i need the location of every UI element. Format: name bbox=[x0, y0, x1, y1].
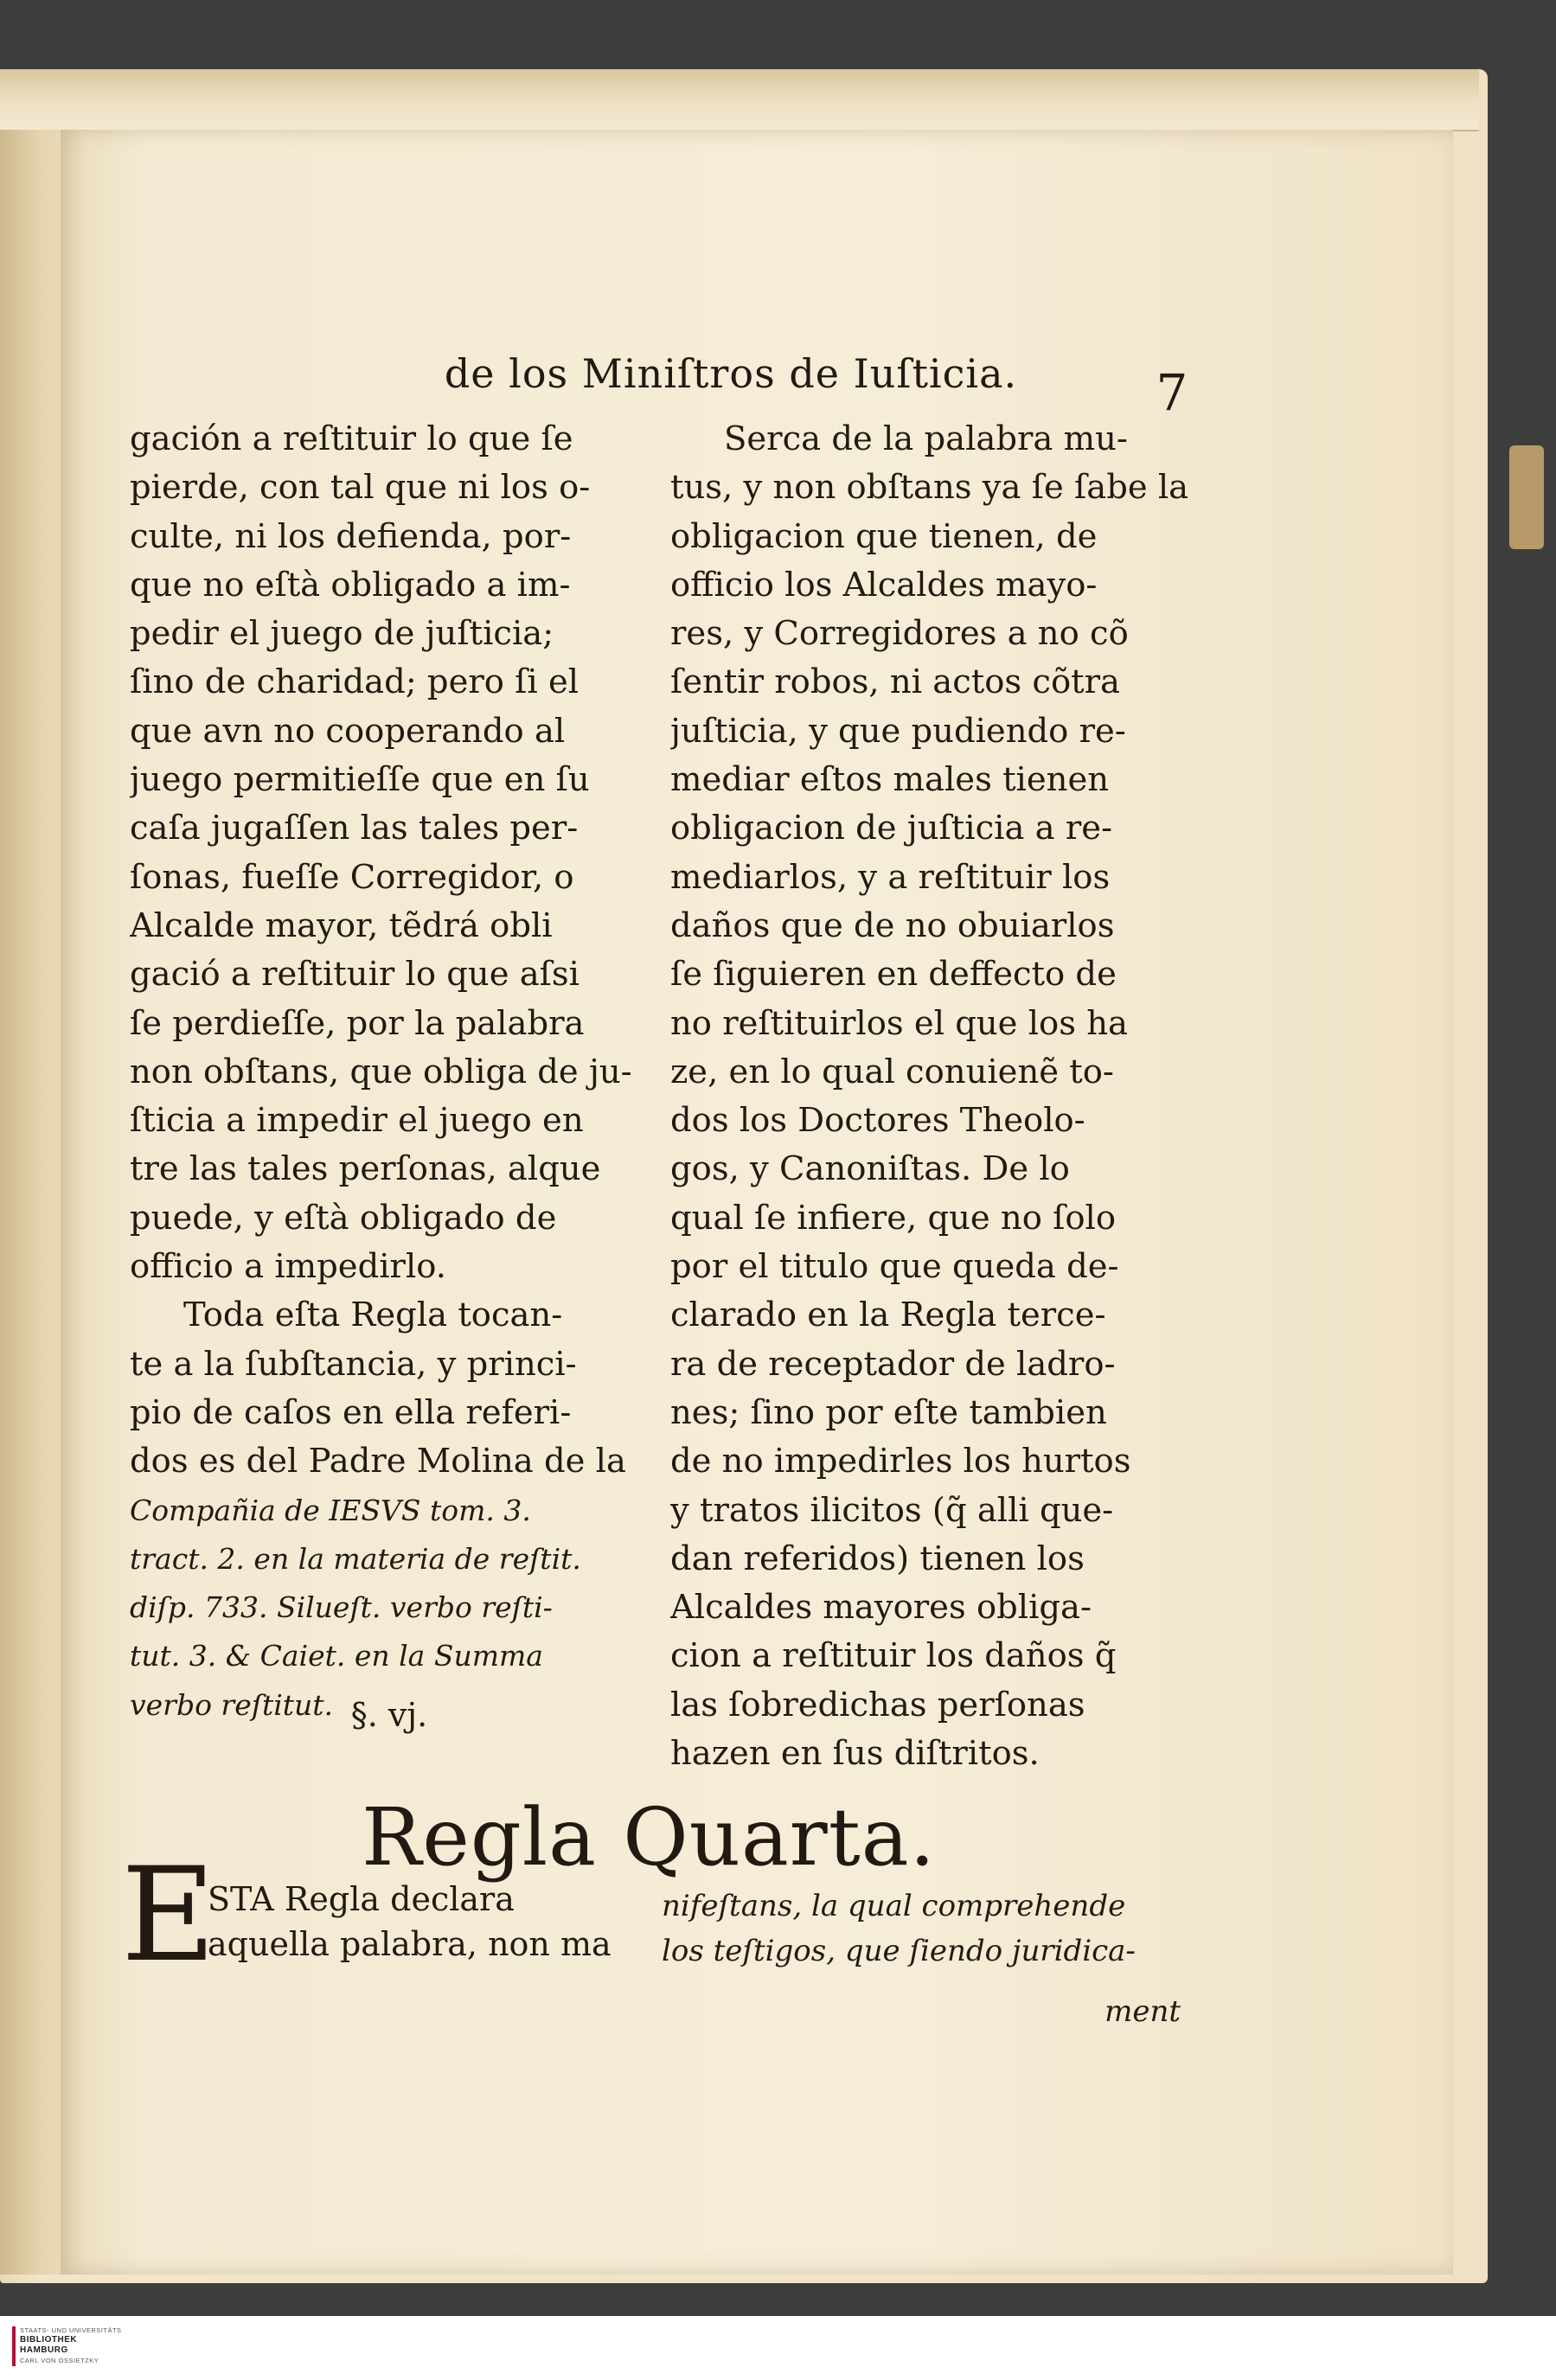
text-line: ze, en lo qual conuienẽ to- bbox=[670, 1052, 1114, 1091]
text-line: nes; ſino por eſte tambien bbox=[670, 1392, 1107, 1432]
section-mark: §. vj. bbox=[350, 1696, 428, 1734]
text-line: ſe ſiguieren en deffecto de bbox=[670, 955, 1117, 995]
text-line: y tratos ilicitos (q̃ alli que- bbox=[670, 1490, 1114, 1530]
text-line: juego permitieſſe que en ſu bbox=[130, 760, 590, 800]
text-line: Serca de la palabra mu- bbox=[724, 419, 1128, 458]
logo-line-4: CARL VON OSSIETZKY bbox=[20, 2357, 99, 2364]
text-line: Alcalde mayor, tẽdrá obli bbox=[130, 905, 553, 945]
text-line: pierde, con tal que ni los o- bbox=[130, 468, 591, 508]
page-number: 7 bbox=[1156, 363, 1188, 422]
library-logo bbox=[12, 2326, 122, 2371]
text-line: mediar eſtos males tienen bbox=[670, 760, 1110, 800]
catchword: ment bbox=[1105, 1994, 1181, 2029]
text-line: cion a reſtituir los daños q̃ bbox=[670, 1636, 1117, 1676]
text-line: gos, y Canoniſtas. De lo bbox=[670, 1149, 1070, 1189]
text-line: STA Regla declara bbox=[208, 1880, 515, 1918]
text-line: gación a reſtituir lo que ſe bbox=[130, 419, 573, 458]
logo-bar bbox=[12, 2326, 16, 2366]
text-line: ra de receptador de ladro- bbox=[670, 1344, 1116, 1384]
text-line: las ſobredichas perſonas bbox=[670, 1685, 1085, 1724]
text-line: qual ſe infiere, que no ſolo bbox=[670, 1198, 1117, 1238]
text-line: ſticia a impedir el juego en bbox=[130, 1101, 584, 1141]
text-line: verbo reſtitut. bbox=[130, 1687, 334, 1722]
text-line: dos los Doctores Theolo- bbox=[670, 1101, 1085, 1141]
rule-heading: Regla Quarta. bbox=[362, 1791, 936, 1884]
page-gutter bbox=[0, 130, 61, 2274]
left-column bbox=[130, 415, 649, 1730]
text-line: aquella palabra, non ma bbox=[208, 1925, 612, 1963]
text-line: dan referidos) tienen los bbox=[670, 1539, 1085, 1578]
text-line: obligacion de juſticia a re- bbox=[670, 809, 1113, 848]
text-line: por el titulo que queda de- bbox=[670, 1247, 1119, 1287]
text-line: ſonas, fueſſe Corregidor, o bbox=[130, 857, 574, 897]
bottom-right-text bbox=[662, 1884, 1181, 1974]
running-head: de los Miniſtros de Iuſticia. bbox=[444, 350, 1018, 397]
text-line: obligacion que tienen, de bbox=[670, 516, 1098, 556]
text-line: non obſtans, que obliga de ju- bbox=[130, 1052, 632, 1091]
bottom-left-text bbox=[208, 1877, 640, 1967]
text-line: dos es del Padre Molina de la bbox=[130, 1442, 626, 1481]
text-line: de no impedirles los hurtos bbox=[670, 1442, 1131, 1481]
book-top-edge bbox=[0, 69, 1479, 131]
text-line: ſentir robos, ni actos cõtra bbox=[670, 662, 1120, 702]
text-line: no reſtituirlos el que los ha bbox=[670, 1003, 1128, 1043]
text-line: nifeſtans, la qual comprehende bbox=[662, 1889, 1126, 1923]
text-line: diſp. 733. Silueſt. verbo reſti- bbox=[130, 1590, 553, 1625]
text-line: hazen en ſus diſtritos. bbox=[670, 1734, 1040, 1774]
text-line: tus, y non obſtans ya ſe ſabe la bbox=[670, 468, 1189, 508]
text-line: tre las tales perſonas, alque bbox=[130, 1149, 601, 1189]
text-line: caſa jugaſſen las tales per- bbox=[130, 809, 579, 848]
text-line: Alcaldes mayores obliga- bbox=[670, 1588, 1092, 1628]
ribbon-tab bbox=[1509, 445, 1544, 549]
text-line: los teſtigos, que ſiendo juridica- bbox=[662, 1934, 1136, 1968]
text-line: gació a reſtituir lo que aſsi bbox=[130, 955, 579, 995]
text-line: te a la ſubſtancia, y princi- bbox=[130, 1344, 577, 1384]
text-line: juſticia, y que pudiendo re- bbox=[670, 711, 1126, 751]
text-line: mediarlos, y a reſtituir los bbox=[670, 857, 1111, 897]
text-line: ſino de charidad; pero ſi el bbox=[130, 662, 579, 702]
text-line: pedir el juego de juſticia; bbox=[130, 614, 554, 654]
logo-line-3: HAMBURG bbox=[20, 2345, 68, 2355]
text-line: culte, ni los defienda, por- bbox=[130, 516, 572, 556]
text-line: puede, y eſtà obligado de bbox=[130, 1198, 557, 1238]
text-line: officio los Alcaldes mayo- bbox=[670, 565, 1098, 605]
text-line: pio de caſos en ella referi- bbox=[130, 1392, 572, 1432]
text-line: que no eſtà obligado a im- bbox=[130, 565, 571, 605]
text-line: daños que de no obuiarlos bbox=[670, 905, 1115, 945]
text-line: Compañia de IESVS tom. 3. bbox=[130, 1493, 531, 1527]
drop-cap: E bbox=[121, 1840, 216, 1991]
text-line: que avn no cooperando al bbox=[130, 711, 566, 751]
logo-line-1: STAATS- UND UNIVERSITÄTS bbox=[20, 2326, 122, 2334]
text-line: clarado en la Regla terce- bbox=[670, 1296, 1106, 1335]
text-line: res, y Corregidores a no cõ bbox=[670, 614, 1129, 654]
right-column bbox=[670, 415, 1207, 1778]
text-line: ſe perdieſſe, por la palabra bbox=[130, 1003, 585, 1043]
text-line: Toda eſta Regla tocan- bbox=[183, 1296, 563, 1335]
text-line: tut. 3. & Caiet. en la Summa bbox=[130, 1639, 543, 1673]
text-line: tract. 2. en la materia de reſtit. bbox=[130, 1541, 581, 1576]
logo-line-2: BIBLIOTHEK bbox=[20, 2335, 78, 2345]
footer-strip bbox=[0, 2316, 1556, 2380]
text-line: officio a impedirlo. bbox=[130, 1247, 446, 1287]
